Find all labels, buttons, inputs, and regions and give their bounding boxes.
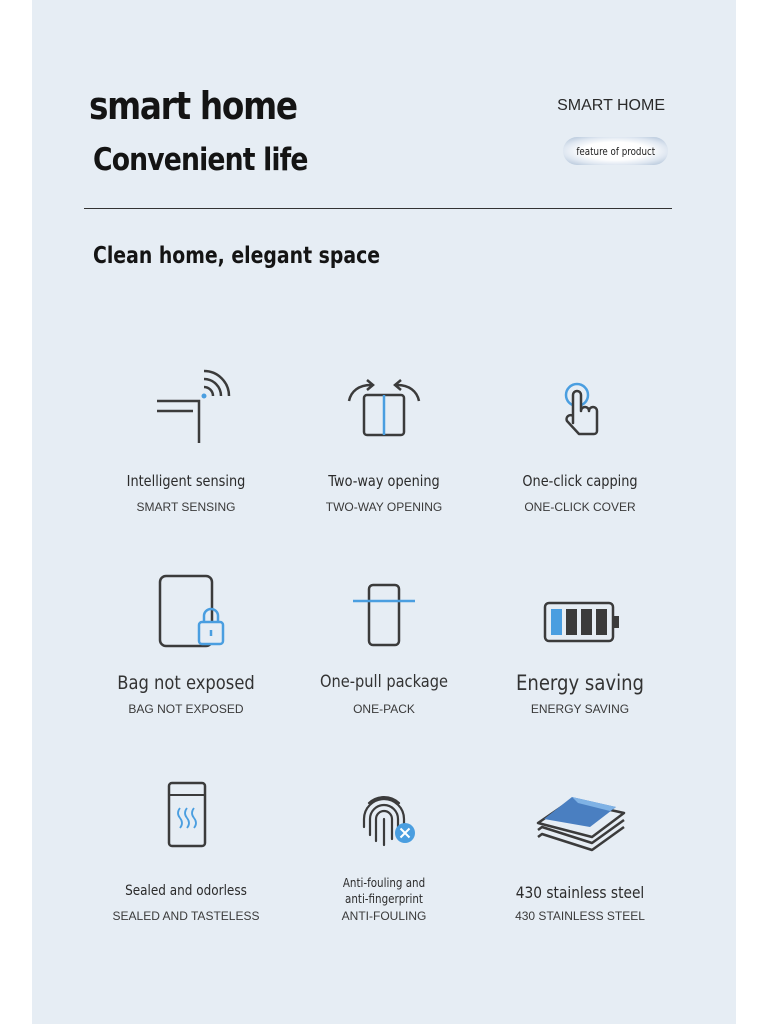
- feature-one-pull-package: [284, 568, 484, 728]
- feature-sub: SEALED AND TASTELESS: [112, 909, 260, 923]
- divider: [84, 208, 672, 209]
- feature-energy-saving: [480, 568, 680, 728]
- steel-sheet-icon: [532, 775, 628, 861]
- feature-sub: ANTI-FOULING: [341, 909, 427, 923]
- feature-sub: ENERGY SAVING: [530, 702, 630, 716]
- feature-bag-not-exposed: [86, 568, 286, 728]
- feature-sub: BAG NOT EXPOSED: [128, 702, 244, 716]
- fingerprint-icon: [339, 775, 429, 861]
- sealed-icon: [141, 775, 231, 861]
- feature-label: 430 stainless steel: [515, 883, 645, 902]
- feature-label: Sealed and odorless: [125, 883, 247, 899]
- title-convenient-life: Convenient life: [93, 142, 308, 178]
- battery-icon: [535, 568, 625, 654]
- feature-one-click-capping: [480, 365, 680, 525]
- two-way-open-icon: [339, 365, 429, 451]
- feature-label: Bag not exposed: [117, 672, 255, 694]
- lock-bag-icon: [141, 568, 231, 654]
- feature-label-line2: anti-fingerprint: [345, 892, 423, 906]
- feature-pill-label: feature of product: [576, 144, 655, 158]
- one-pull-icon: [339, 568, 429, 654]
- feature-sub: TWO-WAY OPENING: [325, 500, 443, 514]
- brand-label: SMART HOME: [557, 97, 665, 114]
- feature-label: Energy saving: [515, 671, 645, 695]
- feature-stainless-steel: [480, 775, 680, 935]
- feature-anti-fouling: [284, 775, 484, 935]
- feature-label: One-click capping: [522, 472, 638, 490]
- feature-sub: ONE-CLICK COVER: [524, 500, 636, 514]
- feature-sealed-odorless: [86, 775, 286, 935]
- feature-sub: SMART SENSING: [136, 500, 236, 514]
- feature-label: Intelligent sensing: [126, 472, 246, 490]
- feature-label: One-pull package: [319, 672, 449, 692]
- feature-sub: 430 STAINLESS STEEL: [515, 909, 645, 923]
- feature-label: Two-way opening: [328, 472, 440, 490]
- feature-pill: [563, 137, 668, 165]
- feature-sub: ONE-PACK: [353, 702, 415, 716]
- title-smart-home: smart home: [89, 84, 297, 128]
- feature-two-way-opening: [284, 365, 484, 525]
- touch-icon: [535, 365, 625, 451]
- feature-label-line1: Anti-fouling and: [342, 876, 426, 890]
- sensing-icon: [141, 365, 231, 451]
- subheading: Clean home, elegant space: [93, 243, 381, 269]
- feature-intelligent-sensing: [86, 365, 286, 525]
